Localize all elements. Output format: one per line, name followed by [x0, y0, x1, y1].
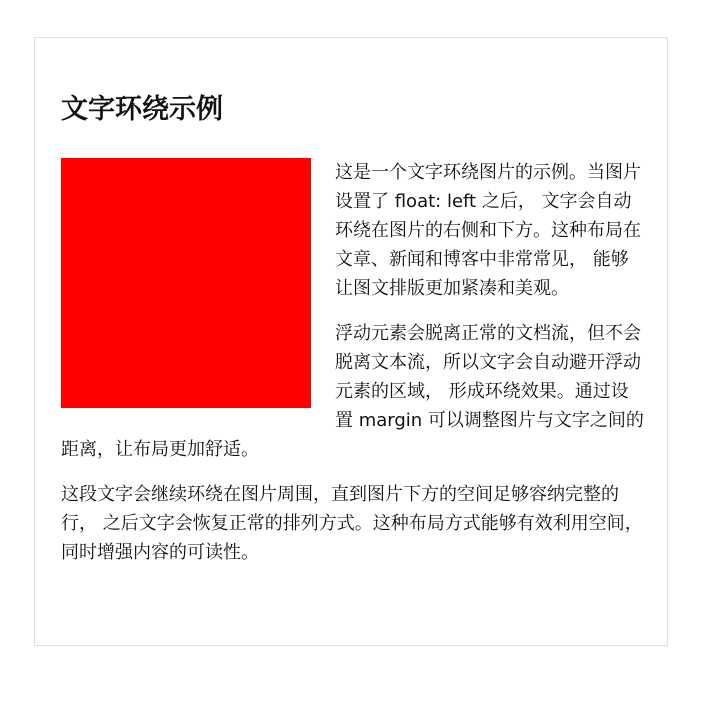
page-title: 文字环绕示例 — [61, 94, 223, 125]
article-card — [34, 37, 668, 646]
paragraph-2: 浮动元素会脱离正常的文档流，但不会脱离文本流，所以文字会自动避开浮动元素的区域， 形成环绕效果。通过设置 margin 可以调整图片与文字之间的距离，让布局更加舒适。 — [61, 323, 644, 460]
paragraph-1: 这是一个文字环绕图片的示例。当图片设置了 float: left 之后， 文字会自动环绕在图片的右侧和下方。这种布局在文章、新闻和博客中非常常见， 能够让图文排版更加紧凑和美观。 — [335, 162, 641, 299]
paragraph-3: 这段文字会继续环绕在图片周围，直到图片下方的空间足够容纳完整的行， 之后文字会恢复正常的排列方式。这种布局方式能够有效利用空间，同时增强内容的可读性。 — [61, 484, 643, 563]
article-content — [61, 90, 644, 583]
floated-red-image — [61, 158, 311, 408]
